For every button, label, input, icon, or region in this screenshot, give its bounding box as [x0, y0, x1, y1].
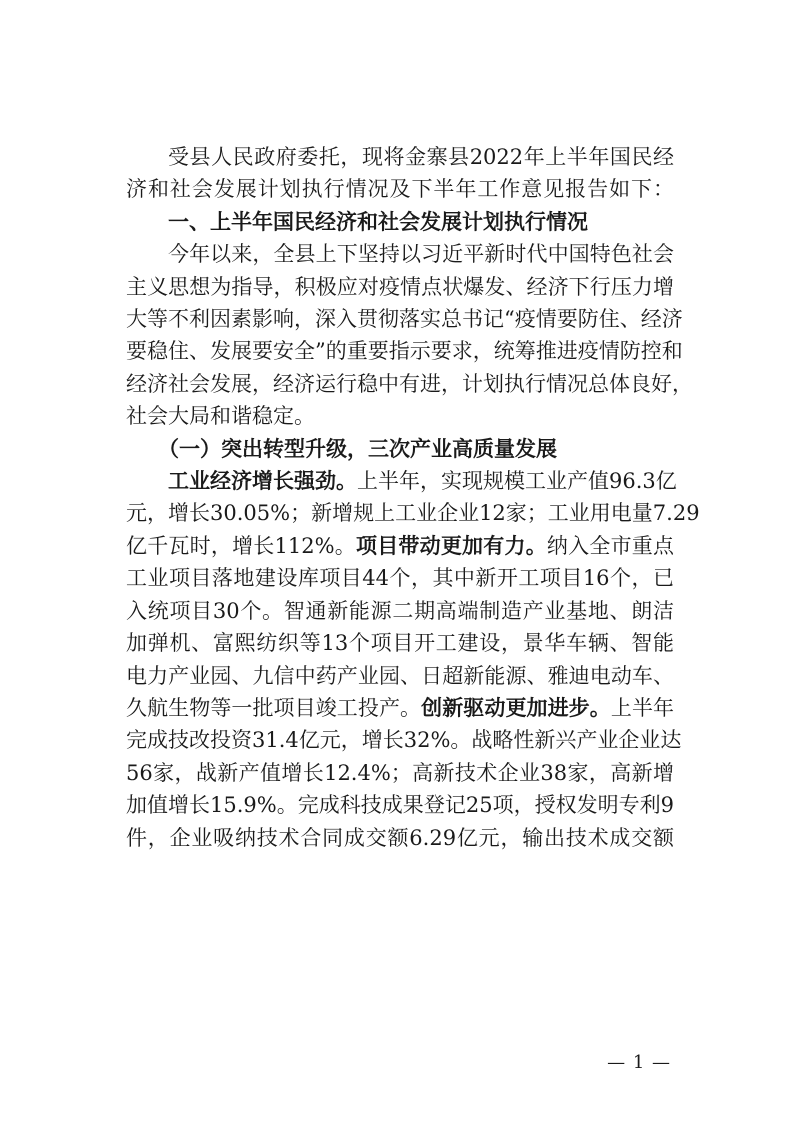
paragraph-line: 经济社会发展，经济运行稳中有进，计划执行情况总体良好， [126, 371, 693, 396]
paragraph-line: 今年以来，全县上下坚持以习近平新时代中国特色社会 [168, 242, 674, 267]
paragraph-line: 加值增长15.9%。完成科技成果登记25项，授权发明专利9 [126, 793, 674, 818]
paragraph-line: 工业项目落地建设库项目44个，其中新开工项目16个，已 [126, 566, 674, 591]
paragraph-line [126, 692, 674, 724]
page-number: — 1 — [607, 1052, 671, 1073]
section-heading: 一、上半年国民经济和社会发展计划执行情况 [168, 209, 588, 234]
intro-line-1: 受县人民政府委托，现将金寨县2022年上半年国民经 [168, 145, 674, 169]
paragraph-line: 完成技改投资31.4亿元，增长32%。战略性新兴产业企业达 [126, 728, 682, 753]
document-body [126, 141, 700, 854]
paragraph-line: 入统项目30个。智通新能源二期高端制造产业基地、朗洁 [126, 598, 674, 623]
text-run: 纳入全市重点 [546, 533, 674, 558]
paragraph-line: 主义思想为指导，积极应对疫情点状爆发、经济下行压力增 [126, 274, 674, 299]
bold-lead-innovation: 创新驱动更加进步。 [421, 694, 611, 720]
bold-lead-industry: 工业经济增长强劲。 [168, 468, 357, 494]
paragraph-line: 要稳住、发展要安全”的重要指示要求，统筹推进疫情防控和 [126, 339, 683, 364]
paragraph-line: 56家，战新产值增长12.4%；高新技术企业38家，高新增 [126, 760, 674, 785]
paragraph-line: 元，增长30.05%；新增规上工业企业12家；工业用电量7.29 [126, 501, 700, 526]
paragraph-line [126, 530, 674, 562]
subsection-heading: （一）突出转型升级，三次产业高质量发展 [158, 435, 557, 461]
intro-line-2: 济和社会发展计划执行情况及下半年工作意见报告如下： [126, 177, 674, 202]
text-run: 上半年 [610, 695, 675, 720]
text-run: 上半年，实现规模工业产值96.3亿 [357, 469, 677, 494]
text-run: 久航生物等一批项目竣工投产。 [126, 695, 422, 720]
paragraph-line: 大等不利因素影响，深入贯彻落实总书记“疫情要防住、经济 [126, 307, 683, 332]
paragraph-line: 件，企业吸纳技术合同成交额6.29亿元，输出技术成交额 [126, 825, 674, 850]
paragraph-line: 加弹机、富熙纺织等13个项目开工建设，景华车辆、智能 [126, 631, 674, 656]
paragraph-line: 社会大局和谐稳定。 [126, 404, 315, 429]
paragraph-line [126, 465, 677, 497]
text-run: 亿千瓦时，增长112%。 [126, 533, 356, 558]
bold-lead-projects: 项目带动更加有力。 [355, 532, 547, 558]
paragraph-line: 电力产业园、九信中药产业园、日超新能源、雅迪电动车、 [126, 663, 674, 688]
